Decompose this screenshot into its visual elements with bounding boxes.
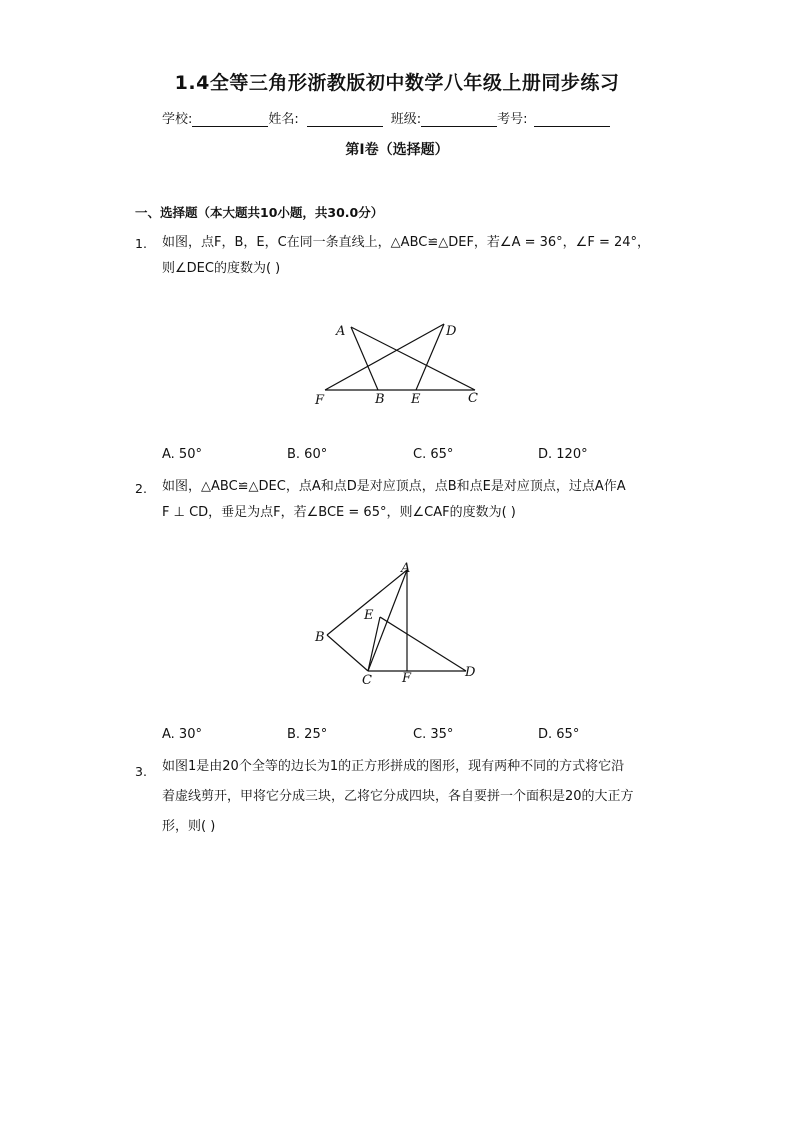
name-blank[interactable] <box>307 112 383 127</box>
name-label: 姓名: <box>268 112 299 127</box>
q2-option-d[interactable]: D. 65° <box>538 727 580 742</box>
question-2-text <box>162 474 682 526</box>
question-2-line-1: 如图，△ABC≌△DEC，点A和点D是对应顶点，点B和点E是对应顶点，过点A作A <box>162 479 626 494</box>
q1-option-d[interactable]: D. 120° <box>538 447 588 462</box>
label-a: A <box>401 561 411 576</box>
school-label: 学校: <box>162 112 193 127</box>
question-3-line-1: 如图1是由20个全等的边长为1的正方形拼成的图形，现有两种不同的方式将它沿 <box>162 759 625 774</box>
page-title: 1.4全等三角形浙教版初中数学八年级上册同步练习 <box>174 72 620 94</box>
label-c: C <box>468 391 478 406</box>
school-blank[interactable] <box>192 112 268 127</box>
question-1-number: 1. <box>135 236 147 251</box>
q2-option-b[interactable]: B. 25° <box>287 727 328 742</box>
label-d: D <box>446 324 457 339</box>
label-e: E <box>364 608 374 623</box>
line-de <box>416 324 444 390</box>
volume-heading: 第I卷（选择题） <box>345 142 449 158</box>
class-blank[interactable] <box>421 112 497 127</box>
q1-option-c[interactable]: C. 65° <box>413 447 454 462</box>
question-3-number: 3. <box>135 764 147 779</box>
question-1-line-2: 则∠DEC的度数为( ) <box>162 261 281 276</box>
label-a: A <box>336 324 346 339</box>
number-blank[interactable] <box>534 112 610 127</box>
question-3-line-3: 形，则( ) <box>162 819 216 834</box>
student-info-row <box>162 108 610 127</box>
section-heading: 一、选择题（本大题共10小题，共30.0分） <box>135 205 384 220</box>
question-1-figure <box>305 318 495 410</box>
label-e: E <box>411 392 421 407</box>
label-f: F <box>402 671 412 686</box>
label-c: C <box>362 673 372 688</box>
question-1-text <box>162 230 682 282</box>
line-ab <box>351 327 378 390</box>
class-label: 班级: <box>390 112 422 127</box>
line-bc <box>327 635 368 671</box>
q1-option-a[interactable]: A. 50° <box>162 447 202 462</box>
label-b: B <box>375 392 385 407</box>
q1-option-b[interactable]: B. 60° <box>287 447 328 462</box>
q2-option-a[interactable]: A. 30° <box>162 727 202 742</box>
q2-option-c[interactable]: C. 35° <box>413 727 454 742</box>
question-2-line-2: F ⊥ CD，垂足为点F，若∠BCE = 65°，则∠CAF的度数为( ) <box>162 505 516 520</box>
question-2-number: 2. <box>135 481 147 496</box>
line-ed <box>380 617 466 671</box>
question-2-figure <box>308 560 488 690</box>
label-b: B <box>315 630 325 645</box>
question-3-line-2: 着虚线剪开，甲将它分成三块，乙将它分成四块，各自要拼一个面积是20的大正方 <box>162 789 634 804</box>
label-f: F <box>315 393 325 408</box>
number-label: 考号: <box>497 112 528 127</box>
question-1-line-1: 如图，点F，B，E，C在同一条直线上，△ABC≌△DEF，若∠A = 36°，∠F = 24°， <box>162 235 651 250</box>
question-3-text <box>162 752 682 842</box>
label-d: D <box>465 665 476 680</box>
